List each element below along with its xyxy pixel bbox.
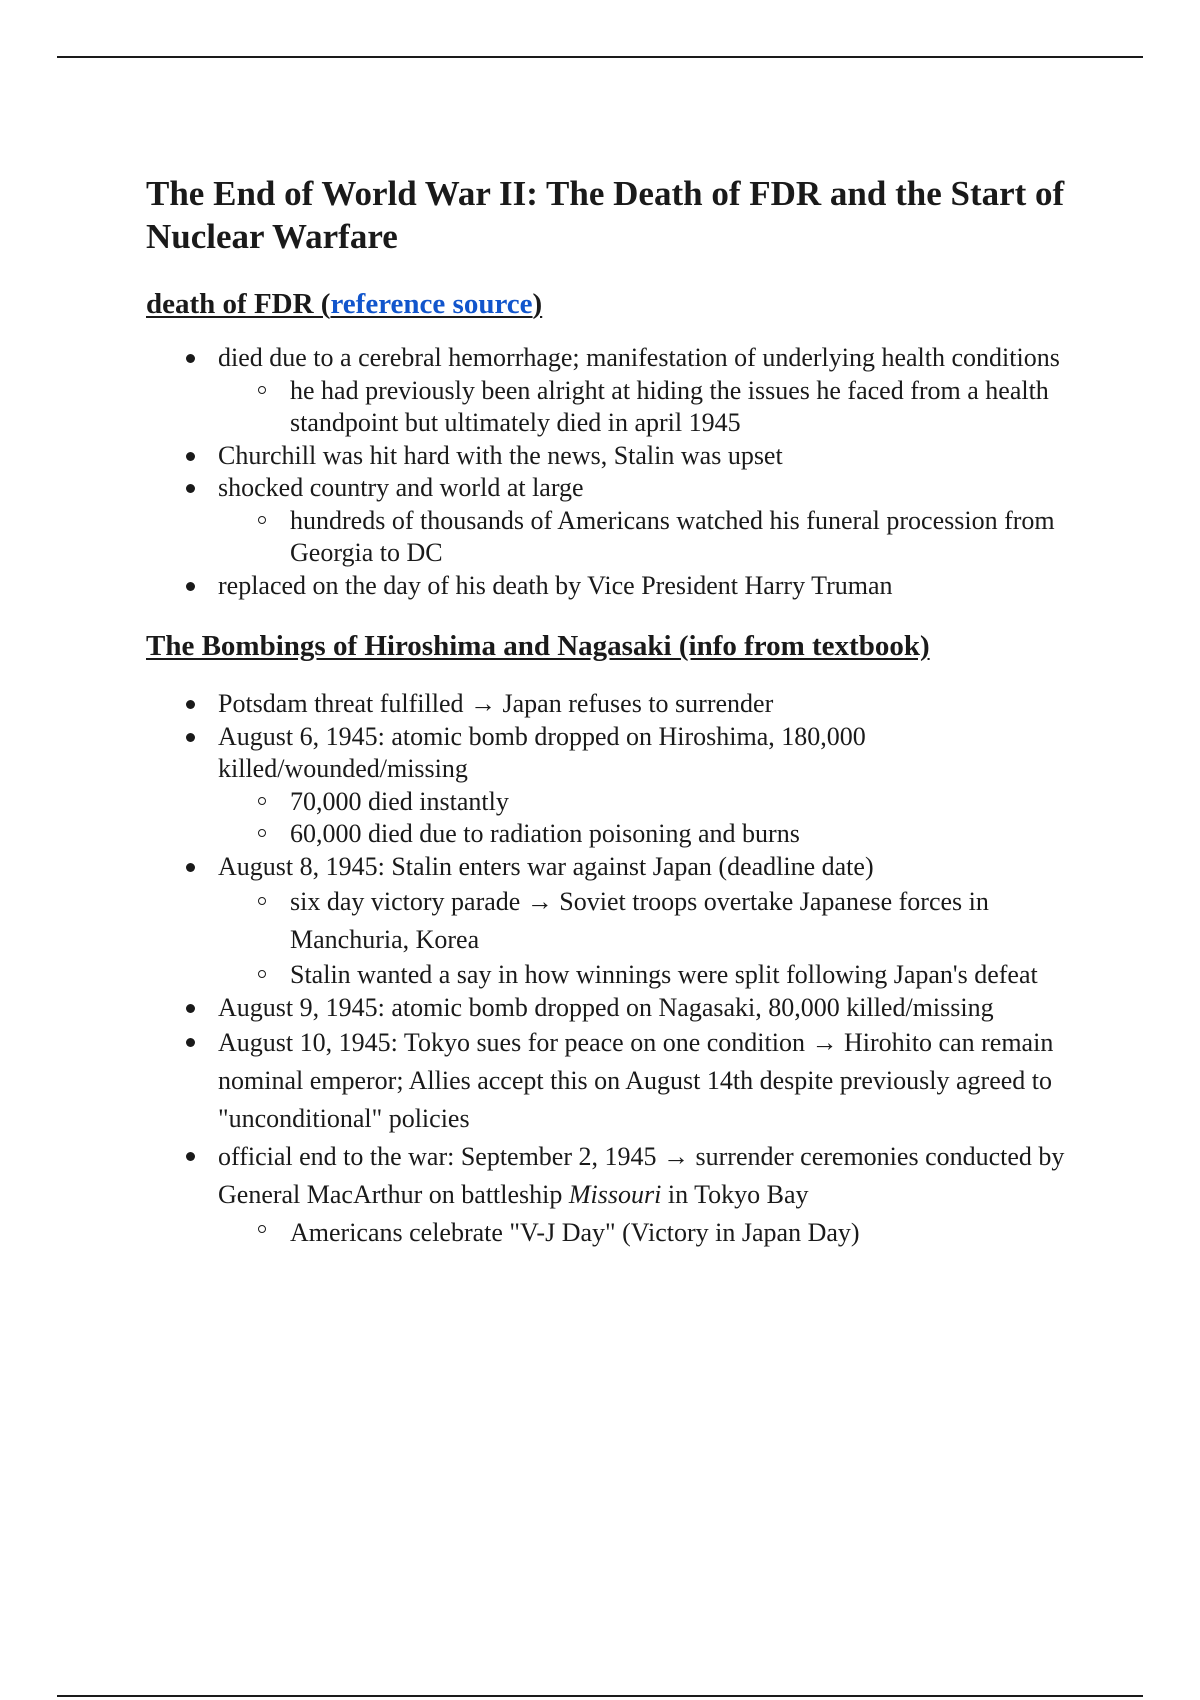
list-item bbox=[146, 342, 1086, 440]
sub-list-item: he had previously been alright at hiding the issues he faced from a health standpoint but ultimately died in april 1945 bbox=[218, 375, 1086, 440]
list-item: replaced on the day of his death by Vice President Harry Truman bbox=[146, 570, 1086, 603]
section-heading-death-of-fdr bbox=[146, 286, 1086, 322]
bullet-text: official end to the war: September 2, 1945 → surrender ceremonies conducted by General MacArthur on battleship bbox=[218, 1142, 1065, 1209]
list-item: Potsdam threat fulfilled → Japan refuses to surrender bbox=[146, 688, 1086, 721]
heading-text: ) bbox=[532, 288, 543, 320]
fdr-bullet-list bbox=[146, 342, 1086, 602]
bullet-text: August 6, 1945: atomic bomb dropped on Hiroshima, 180,000 killed/wounded/missing bbox=[218, 721, 866, 783]
sub-list bbox=[218, 1214, 1086, 1252]
list-item: August 9, 1945: atomic bomb dropped on Nagasaki, 80,000 killed/missing bbox=[146, 992, 1086, 1025]
bullet-text: August 8, 1945: Stalin enters war against Japan (deadline date) bbox=[218, 851, 874, 881]
sub-list-item: Stalin wanted a say in how winnings were split following Japan's defeat bbox=[218, 959, 1086, 992]
document-title: The End of World War II: The Death of FDR and the Start of Nuclear Warfare bbox=[146, 174, 1065, 256]
ship-name: Missouri bbox=[568, 1180, 662, 1209]
sub-list-item: Americans celebrate "V-J Day" (Victory in Japan Day) bbox=[218, 1214, 1086, 1252]
list-item bbox=[146, 721, 1086, 851]
top-rule bbox=[57, 56, 1143, 58]
sub-list bbox=[218, 375, 1086, 440]
heading-text: death of FDR ( bbox=[146, 288, 331, 320]
sub-list bbox=[218, 883, 1086, 992]
list-item bbox=[146, 472, 1086, 570]
bottom-rule bbox=[57, 1695, 1143, 1697]
list-item bbox=[146, 851, 1086, 992]
section-heading-bombings: The Bombings of Hiroshima and Nagasaki (info from textbook) bbox=[146, 630, 930, 662]
sub-list-item: 60,000 died due to radiation poisoning and burns bbox=[218, 818, 1086, 851]
bombings-bullet-list bbox=[146, 688, 1086, 1252]
sub-list bbox=[218, 505, 1086, 570]
bullet-text: shocked country and world at large bbox=[218, 473, 584, 502]
sub-list-item: 70,000 died instantly bbox=[218, 786, 1086, 819]
sub-list-item: hundreds of thousands of Americans watched his funeral procession from Georgia to DC bbox=[218, 505, 1086, 570]
document-body bbox=[146, 172, 1086, 1252]
list-item bbox=[146, 1138, 1086, 1252]
reference-source-link[interactable]: reference source bbox=[330, 288, 533, 320]
bullet-text: died due to a cerebral hemorrhage; manifestation of underlying health conditions bbox=[218, 343, 1060, 372]
list-item: Churchill was hit hard with the news, Stalin was upset bbox=[146, 440, 1086, 473]
list-item: August 10, 1945: Tokyo sues for peace on one condition → Hirohito can remain nominal emperor; Allies accept this on August 14th despite previously agreed to "unconditional" policies bbox=[146, 1024, 1086, 1138]
bullet-text: in Tokyo Bay bbox=[661, 1180, 809, 1209]
sub-list bbox=[218, 786, 1086, 851]
sub-list-item: six day victory parade → Soviet troops overtake Japanese forces in Manchuria, Korea bbox=[218, 883, 1086, 959]
